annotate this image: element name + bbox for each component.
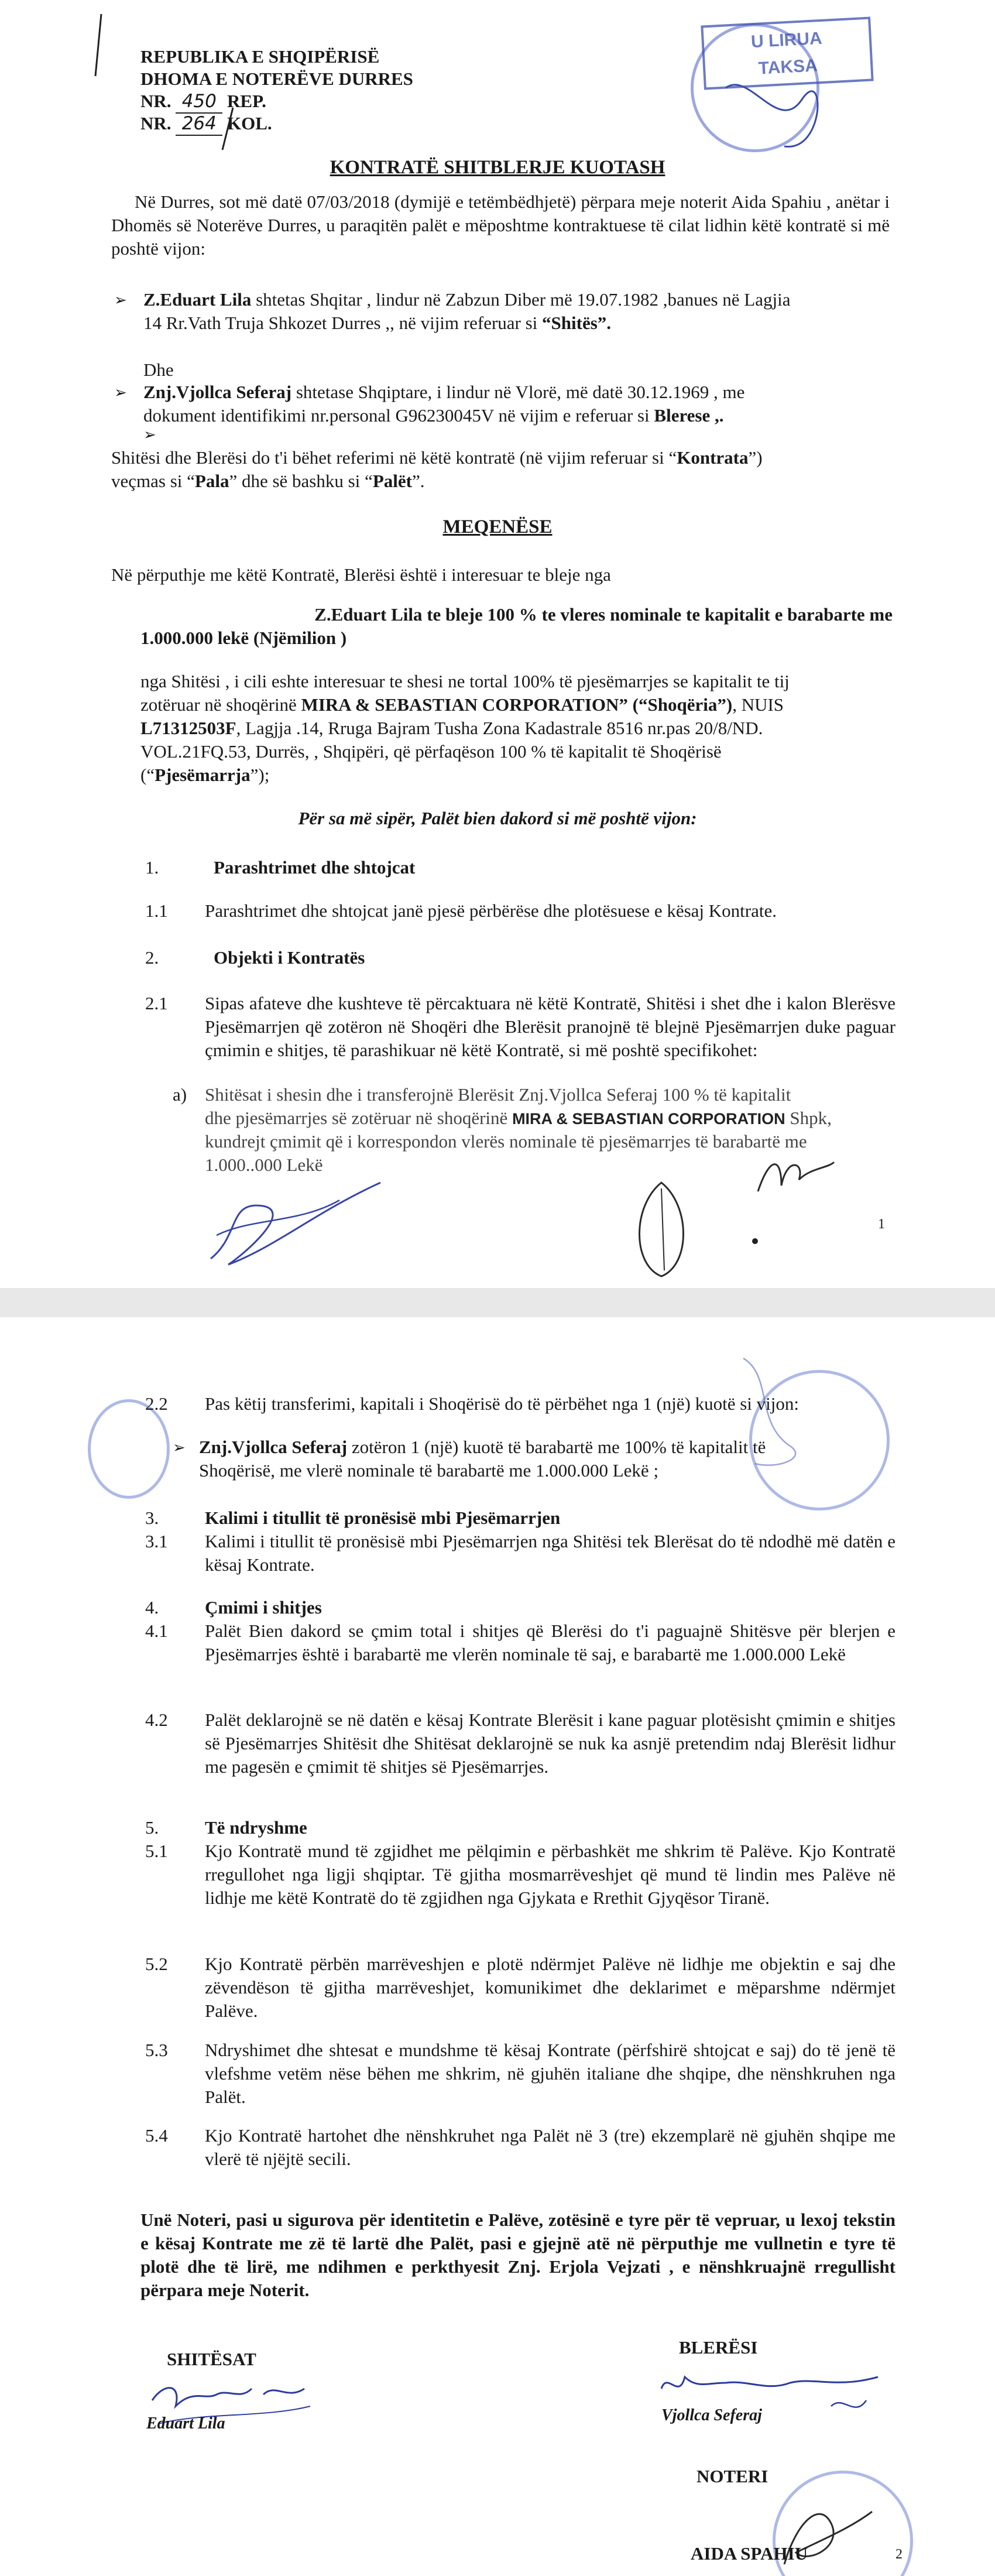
section-3-title: Kalimi i titullit të pronësisë mbi Pjesëmarrjen (205, 1508, 561, 1528)
section-4-1-number: 4.1 (145, 1621, 168, 1641)
party1-line2: 14 Rr.Vath Truja Shkozet Durres ,, në vijim referuar si “Shitës”. (143, 313, 612, 333)
intro-paragraph: Në Durres, sot më datë 07/03/2018 (dymijë e tetëmbëdhjetë) përpara meje noterit Aida Spahiu , anëtar i Dhomës së Noterëve Durres, u paraqitën palët e mëposhtme kontraktuese të cilat lidhin këtë kontratë si më poshtë vijon: (111, 191, 890, 259)
section-5-2-number: 5.2 (145, 1954, 168, 1974)
bullet-arrow-icon: ➢ (114, 292, 127, 309)
notary-label: NOTERI (696, 2466, 768, 2486)
corner-pen-mark (91, 12, 108, 82)
references-line2: veçmas si “Pala” dhe së bashku si “Palët”. (111, 471, 425, 491)
item-a-company: MIRA & SEBASTIAN CORPORATION (512, 1110, 785, 1128)
interest-line: Në përputhje me këtë Kontratë, Blerësi është i interesuar te bleje nga (111, 564, 611, 585)
page-separator (0, 1288, 995, 1317)
seller-signature-p1 (193, 1165, 392, 1276)
company-name: MIRA & SEBASTIAN CORPORATION” (“Shoqëria”) (301, 694, 733, 715)
section-5-title: Të ndryshme (205, 1817, 307, 1838)
seller-label: SHITËSAT (167, 2349, 256, 2369)
header-nr-kol: NR. 264 KOL. (140, 112, 272, 136)
seller-signature-name: Eduart Lila (146, 2414, 225, 2433)
bullet-arrow-icon: ➢ (173, 1439, 186, 1457)
section-4-number: 4. (145, 1597, 159, 1618)
section-5-2-text: Kjo Kontratë përbën marrëveshjen e plotë ndërmjet Palëve në lidhje me objektin e saj dhe zëvendëson të gjitha marrëveshjet, komunikimet dhe deklarimet e mëparshme ndërmjet Palëve. (205, 1954, 896, 2021)
section-1-1-number: 1.1 (145, 900, 168, 921)
section-2-number: 2. (145, 947, 159, 968)
offer-line2: 1.000.000 lekë (Njëmilion ) (140, 628, 347, 648)
seller-interest-line1: nga Shitësi , i cili eshte interesuar te shesi ne tortal 100% të pjesëmarrjes se kapitalit te tij (140, 671, 790, 691)
nuis-code: L71312503F (140, 718, 236, 738)
header-republic: REPUBLIKA E SHQIPËRISË (140, 46, 380, 67)
section-4-2-text: Palët deklarojnë se në datën e kësaj Kontrate Blerësit i kane paguar plotësisht çmimin e shitjes së Pjesëmarrjes Shitësit dhe Shitësat deklarojnë se nuk ka asnjë pretendim ndaj Blerësit lidhur me pagesën e çmimit të shitjes së Pjesëmarrjes. (205, 1710, 896, 1777)
nr-kol-value: 264 (176, 112, 222, 136)
notary-statement: Unë Noteri, pasi u sigurova për identitetin e Palëve, zotësinë e tyre për të vepruar, u lexoj tekstin e kësaj Kontrate me zë të lartë dhe Palët, pasi e gjejnë atë në përputhje me vullnetin e tyre të plotë dhe të lirë, me ndihmen e perkthyesit Znj. Erjola Vejzati , e nënshkruajnë rregullisht përpara meje Noterit. (140, 2210, 896, 2300)
header-nr-rep: NR. 450 REP. (140, 90, 266, 114)
page-number-2: 2 (896, 2547, 903, 2562)
buyer-initials-p1 (746, 1145, 840, 1203)
buyer-signature-name: Vjollca Seferaj (661, 2406, 762, 2424)
section-5-3-text: Ndryshimet dhe shtesat e mundshme të kësaj Kontrate (përfshirë shtojcat e saj) do të jenë të vlefshme vetëm nëse bëhen me shkrim, në gjuhën italiane dhe shqipe, dhe nënshkruhen nga Palët. (205, 2040, 896, 2107)
item-a-line4: 1.000..000 Lekë (205, 1155, 323, 1175)
section-4-title: Çmimi i shitjes (205, 1597, 322, 1618)
document-page-2 (0, 1317, 995, 2576)
section-5-4-number: 5.4 (145, 2125, 168, 2146)
section-5-4-text: Kjo Kontratë hartohet dhe nënshkruhet nga Palët në 3 (tre) ekzemplarë në gjuhën shqipe me vlerë të njëjtë secili. (205, 2125, 896, 2169)
page-number-1: 1 (878, 1217, 885, 1232)
section-1-title: Parashtrimet dhe shtojcat (214, 857, 416, 878)
seller-interest-line2: zotëruar në shoqërinë MIRA & SEBASTIAN CORPORATION” (“Shoqëria”), NUIS (140, 694, 784, 715)
section-5-1-number: 5.1 (145, 1841, 168, 1861)
section-5-1-text: Kjo Kontratë mund të zgjidhet me pëlqimin e përbashkët me shkrim të Palëve. Kjo Kontratë rregullohet nga ligji shqiptar. Të gjitha mosmarrëveshjet që mund të lindin mes Palëve në lidhje me këtë Kontratë do të zgjidhen nga Gjykata e Rrethit Gjyqësor Tiranë. (205, 1841, 896, 1908)
bullet-arrow-icon: ➢ (114, 384, 127, 402)
section-2-title: Objekti i Kontratës (214, 947, 365, 968)
section-4-1-text: Palët Bien dakord se çmim total i shitjes që Blerësi do t'i paguajnë Shitësve për blerjen e Pjesëmarrjes është i barabartë me vlerën nominale të saj, e barabartë me 1.000.000 Lekë (205, 1621, 896, 1664)
agreement-statement: Për sa më sipër, Palët bien dakord si më poshtë vijon: (298, 808, 697, 828)
party1-name: Z.Eduart Lila (143, 289, 252, 310)
header-chamber: DHOMA E NOTERËVE DURRES (140, 68, 413, 89)
section-3-number: 3. (145, 1508, 159, 1528)
section-3-1-number: 3.1 (145, 1531, 168, 1551)
kol-pen-stroke (217, 105, 240, 152)
notary-name: AIDA SPAHIU (691, 2543, 808, 2564)
section-2-2-bullet-line2: Shoqërisë, me vlerë nominale të barabartë me 1.000.000 Lekë ; (199, 1460, 659, 1481)
section-2-2-number: 2.2 (145, 1393, 168, 1414)
buyer-label: BLERËSI (679, 2337, 758, 2358)
party1-line1: Z.Eduart Lila shtetas Shqitar , lindur në Zabzun Diber më 19.07.1982 ,banues në Lagjia (143, 289, 791, 310)
seller-interest-line5: (“Pjesëmarrja”); (140, 765, 270, 785)
party2-line2: dokument identifikimi nr.personal G96230045V në vijim e referuar si Blerese ,. (143, 405, 724, 426)
section-4-2-number: 4.2 (145, 1710, 168, 1730)
and-label: Dhe (143, 359, 174, 380)
item-a-line2: dhe pjesëmarrjes së zotëruar në shoqërinë MIRA & SEBASTIAN CORPORATION Shpk, (205, 1108, 832, 1128)
contract-title: KONTRATË SHITBLERJE KUOTASH (330, 157, 665, 178)
seller-interest-line3: L71312503F, Lagjja .14, Rruga Bajram Tusha Zona Kadastrale 8516 nr.pas 20/8/ND. (140, 718, 763, 738)
section-5-3-number: 5.3 (145, 2040, 168, 2060)
item-a-line1: Shitësat i shesin dhe i transferojnë Blerësit Znj.Vjollca Seferaj 100 % të kapitalit (205, 1084, 791, 1105)
tax-exempt-stamp: U LIRUA TAKSA (701, 16, 873, 90)
item-a-label: a) (173, 1084, 187, 1105)
references-line1: Shitësi dhe Blerësi do t'i bëhet referimi në këtë kontratë (në vijim referuar si “Kontrata”) (111, 447, 763, 468)
section-3-1-text: Kalimi i titullit të pronësisë mbi Pjesëmarrjen nga Shitësi tek Blerësat do të ndodhë më datën e kësaj Kontrate. (205, 1531, 896, 1575)
ink-dot (752, 1238, 758, 1244)
offer-line1: Z.Eduart Lila te bleje 100 % te vleres nominale te kapitalit e barabarte me (314, 604, 893, 625)
seller-interest-line4: VOL.21FQ.53, Durrës, , Shqipëri, që përfaqëson 100 % të kapitalit të Shoqërisë (140, 741, 722, 762)
section-2-1-number: 2.1 (145, 993, 168, 1013)
party2-line1: Znj.Vjollca Seferaj shtetase Shqiptare, i lindur në Vlorë, më datë 30.12.1969 , me (143, 382, 745, 402)
nr-rep-value: 450 (176, 90, 222, 114)
stamp-signature-scribble (714, 64, 831, 158)
section-5-number: 5. (145, 1817, 159, 1838)
section-2-1-text: Sipas afateve dhe kushteve të përcaktuara në këtë Kontratë, Shitësi i shet dhe i kalon Blerësve Pjesëmarrjen që zotëron në Shoqëri dhe Blerësit pranojnë të blejnë Pjesëmarrjen duke paguar çmimin e shitjes, të parashikuar në këtë Kontratë, si më poshtë specifikohet: (205, 993, 896, 1060)
party2-name: Znj.Vjollca Seferaj (143, 382, 292, 402)
section-2-2-text: Pas këtij transferimi, kapitali i Shoqërisë do të përbëhet nga 1 (një) kuotë si vijon: (205, 1393, 800, 1414)
section-1-1-text: Parashtrimet dhe shtojcat janë pjesë përbërëse dhe plotësuese e kësaj Kontrate. (205, 900, 777, 921)
whereas-heading: MEQENËSE (442, 516, 553, 537)
notary-signature-p1 (609, 1171, 714, 1288)
section-1-number: 1. (145, 857, 159, 878)
section-2-2-bullet-line1: Znj.Vjollca Seferaj zotëron 1 (një) kuotë të barabartë me 100% të kapitalit të (199, 1437, 766, 1457)
bullet-arrow-icon: ➢ (143, 426, 156, 444)
item-a-line3: kundrejt çmimit që i korrespondon vlerës nominale të pjesëmarrjes të barabartë me (205, 1131, 807, 1152)
